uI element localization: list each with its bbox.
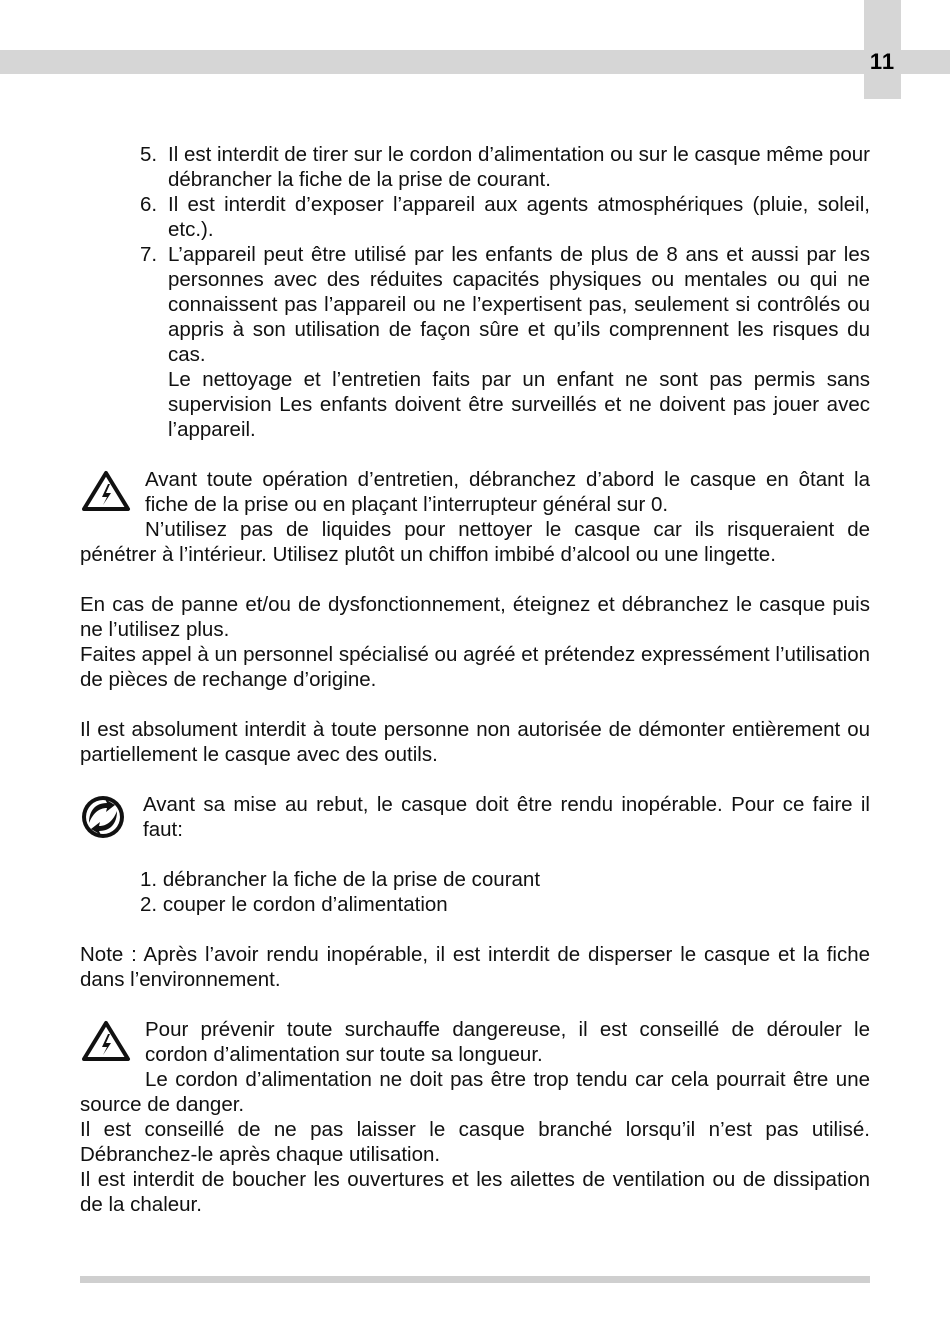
list-item bbox=[140, 142, 870, 192]
cleaning-text: N’utilisez pas de liquides pour nettoyer le casque car ils risqueraient de pénétrer à l’intérieur. Utilisez plutôt un chiffon imbibé d’alcool ou une lingette. bbox=[80, 518, 870, 566]
step-number: 2. bbox=[140, 893, 158, 916]
header-bar bbox=[0, 50, 950, 74]
overheat-warning-text: Pour prévenir toute surchauffe dangereuse, il est conseillé de dérouler le cordon d’alimentation sur toute sa longueur. bbox=[145, 1018, 870, 1066]
item-number: 7. bbox=[140, 243, 158, 266]
cord-tension-text: Le cordon d’alimentation ne doit pas être trop tendu car cela pourrait être une source de danger. bbox=[80, 1068, 870, 1116]
step-text: couper le cordon d’alimentation bbox=[162, 893, 448, 916]
electric-shock-warning-icon bbox=[81, 470, 131, 512]
item-number: 5. bbox=[140, 143, 158, 166]
item-text: Il est interdit d’exposer l’appareil aux agents atmosphériques (pluie, soleil, etc.). bbox=[168, 193, 870, 241]
list-item bbox=[140, 192, 870, 242]
disassembly-text: Il est absolument interdit à toute personne non autorisée de démonter entièrement ou partiellement le casque avec des outils. bbox=[80, 718, 870, 766]
spare-parts-text: Faites appel à un personnel spécialisé ou agréé et prétendez expressément l’utilisation de pièces de rechange d’origine. bbox=[80, 643, 870, 691]
item-number: 6. bbox=[140, 193, 158, 216]
item-text: L’appareil peut être utilisé par les enfants de plus de 8 ans et aussi par les personnes avec des réduites capacités physiques ou mentales ou qui ne connaissent pas l’appareil ou ne l’expertisent pas, seulement si contrôlés ou appris à son utilisation de façon sûre et qu’ils comprennent les risques du cas. bbox=[168, 243, 870, 366]
green-dot-recycling-icon bbox=[80, 794, 126, 840]
breakdown-text: En cas de panne et/ou de dysfonctionnement, éteignez et débranchez le casque puis ne l’utilisez plus. bbox=[80, 593, 870, 641]
disposal-steps bbox=[140, 867, 740, 917]
list-item bbox=[140, 892, 740, 917]
step-text: débrancher la fiche de la prise de courant bbox=[162, 868, 541, 891]
list-item bbox=[140, 242, 870, 442]
item-text: Il est interdit de tirer sur le cordon d’alimentation ou sur le casque même pour débrancher la fiche de la prise de courant. bbox=[168, 143, 870, 191]
ventilation-text: Il est interdit de boucher les ouvertures et les ailettes de ventilation ou de dissipation de la chaleur. bbox=[80, 1168, 870, 1216]
unplug-text: Il est conseillé de ne pas laisser le casque branché lorsqu’il n’est pas utilisé. Débranchez-le après chaque utilisation. bbox=[80, 1118, 870, 1166]
safety-list bbox=[140, 142, 870, 442]
warning-text: Avant toute opération d’entretien, débranchez d’abord le casque en ôtant la fiche de la prise ou en plaçant l’interrupteur général sur 0. bbox=[145, 468, 870, 516]
disposal-text: Avant sa mise au rebut, le casque doit être rendu inopérable. Pour ce faire il faut: bbox=[143, 793, 870, 841]
step-number: 1. bbox=[140, 868, 158, 891]
disposal-note: Note : Après l’avoir rendu inopérable, il est interdit de disperser le casque et la fiche dans l’environnement. bbox=[80, 943, 870, 991]
list-item bbox=[140, 867, 740, 892]
electric-shock-warning-icon bbox=[81, 1020, 131, 1062]
item-text-continued: Le nettoyage et l’entretien faits par un enfant ne sont pas permis sans supervision Les enfants doivent être surveillés et ne doivent pas jouer avec l’appareil. bbox=[168, 368, 870, 441]
page-number: 11 bbox=[869, 49, 896, 74]
footer-rule bbox=[80, 1276, 870, 1283]
